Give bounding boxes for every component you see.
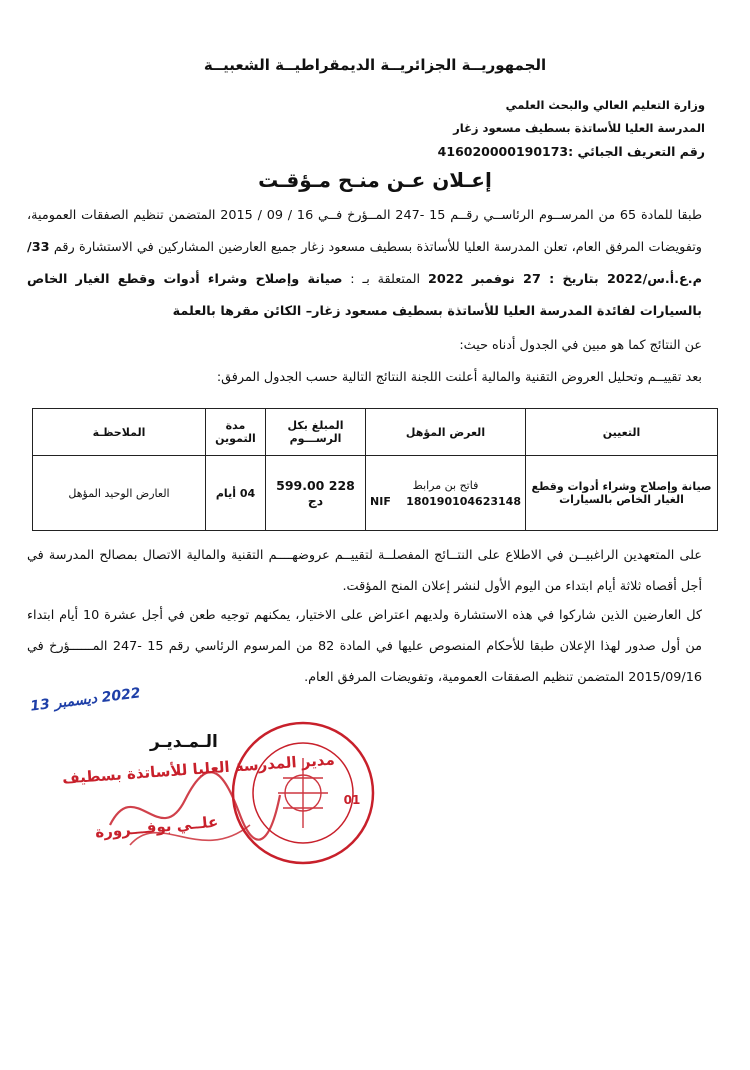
header-amount: المبلغ بكل الرســـوم — [266, 409, 366, 456]
ministry-line: وزارة التعليم العالي والبحث العلمي — [505, 98, 705, 112]
evaluation-line: بعد تقييــم وتحليل العروض التقنية والمالية أعلنت اللجنة النتائج التالية حسب الجدول المرفق: — [216, 370, 702, 385]
cell-duration: 04 أيام — [206, 456, 266, 531]
nif-value: 180190104623148 — [406, 494, 521, 508]
consultation-number: 33/م.ع.أ.س/2022 بتاريخ : 27 نوفمبر 2022 — [27, 240, 702, 287]
review-paragraph: على المتعهدين الراغبيــن في الاطلاع على النتــائج المفصلــة لتقييــم عروضهــــم التقنية والمالية الاتصال بمصالح المدرسة في أجل أقصاه ثلاثة أيام ابتداء من اليوم الأول لنشر إعلان المنح المؤقت. — [27, 548, 702, 594]
bidder-nif — [370, 495, 521, 508]
intro-text-1: طبقا للمادة 65 من المرســوم الرئاســي رقــم 15 -247 المــؤرخ فــي 16 / 09 / 2015 المتضمن تنظيم الصفقات العمومية، وتفويضات المرفق العام، تعلن المدرسة العليا للأساتذة بسطيف مسعود زغار جميع العارضين المشاركين في الاستشارة رقم — [27, 208, 703, 255]
republic-heading: الجمهوريــة الجزائريــة الديمقراطيــة الشعبيــة — [203, 56, 547, 74]
official-seal — [228, 718, 378, 868]
cell-designation: صيانة وإصلاح وشراء أدوات وقطع الغيار الخاص بالسيارات — [526, 456, 718, 531]
header-duration: مدة التموين — [206, 409, 266, 456]
tax-id-line: رقم التعريف الجبائي :416020000190173 — [437, 144, 705, 159]
header-bidder: العرض المؤهل — [366, 409, 526, 456]
director-stamp-name: علــي بوفـــرورة — [94, 812, 219, 842]
seal-number: 01 — [343, 793, 361, 807]
table-row — [33, 456, 718, 531]
header-designation: التعيين — [526, 409, 718, 456]
appeal-paragraph: كل العارضين الذين شاركوا في هذه الاستشارة ولديهم اعتراض على الاختيار، يمكنهم توجيه طعن في أجل عشرة 10 أيام ابتداء من أول صدور لهذا الإعلان طبقا للأحكام المنصوص عليها في المادة 82 من المرسوم الرئاسي رقم 15 -247 المــــــؤرخ في 2015/09/16 المتضمن تنظيم الصفقات العمومية، وتفويضات المرفق العام. — [27, 608, 703, 685]
cell-bidder — [366, 456, 526, 531]
header-note: الملاحظـة — [33, 409, 206, 456]
table-header-row — [33, 409, 718, 456]
results-line: عن النتائج كما هو مبين في الجدول أدناه حيث: — [459, 338, 702, 353]
nif-label: NIF — [370, 494, 391, 508]
bidder-name: فاتح بن مرابط — [412, 478, 479, 492]
intro-paragraph — [27, 200, 702, 328]
cell-amount: 228 599.00 دج — [266, 456, 366, 531]
director-title: الـمـديـر — [150, 732, 218, 752]
cell-note: العارض الوحيد المؤهل — [33, 456, 206, 531]
handwritten-date: 2022 دیسمبر 13 — [29, 685, 142, 715]
results-table — [32, 408, 718, 531]
announcement-title: إعـلان عـن منـح مـؤقـت — [258, 168, 492, 192]
school-line: المدرسة العليا للأساتذة بسطيف مسعود زغار — [453, 121, 705, 135]
consultation-subject: صيانة وإصلاح وشراء أدوات وقطع الغيار الخاص بالسيارات لفائدة المدرسة العليا للأساتذة بسطيف مسعود زغار– الكائن مقرها بالعلمة — [27, 272, 702, 319]
intro-text-2: المتعلقة بـ : — [342, 272, 428, 287]
director-stamp-title: مدير المدرسة العليا للأساتذة بسطيف — [61, 750, 336, 788]
